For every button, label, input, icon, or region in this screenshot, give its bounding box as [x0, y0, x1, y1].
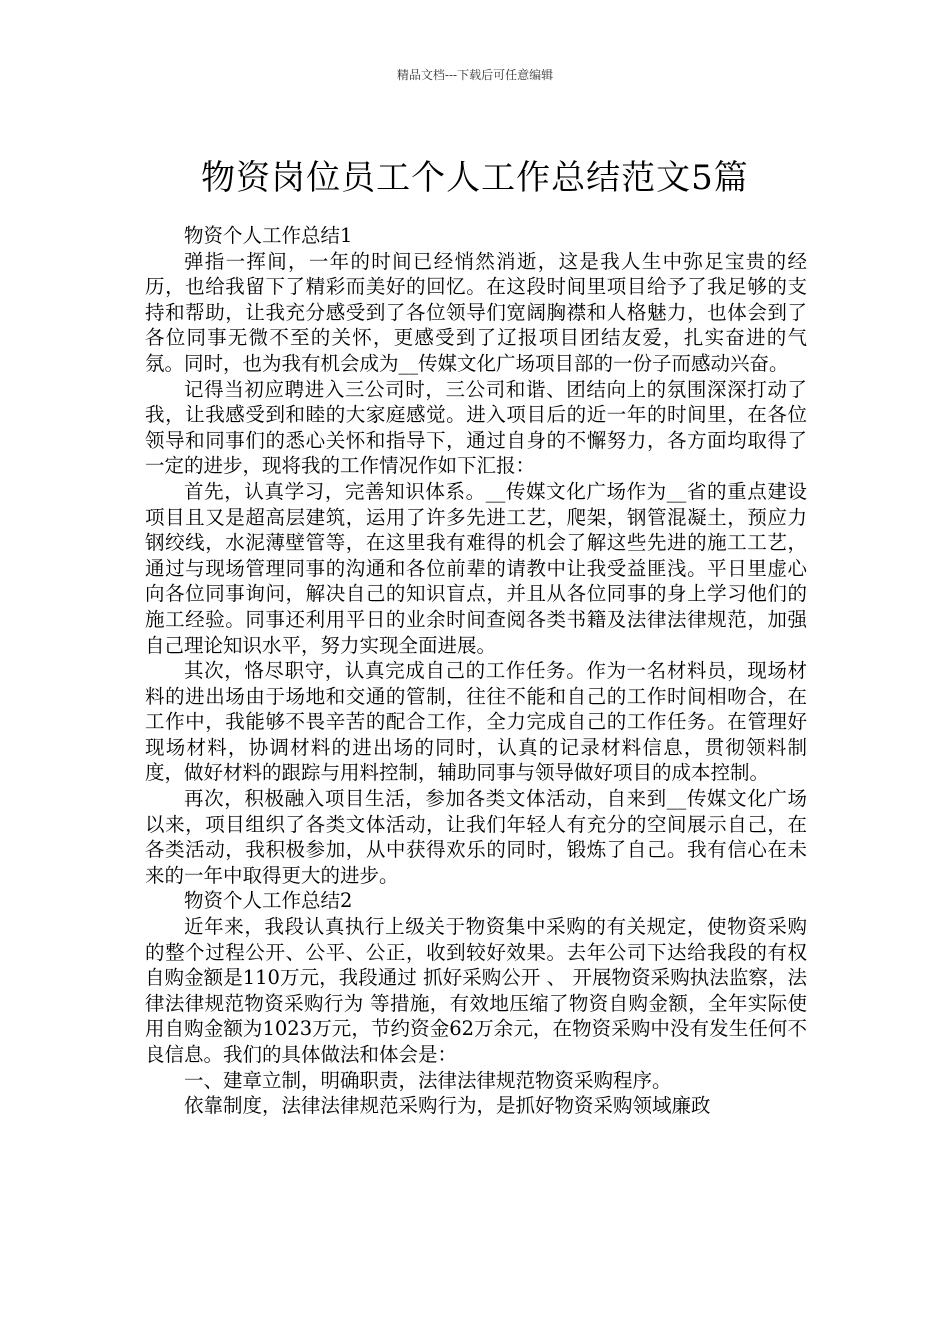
paragraph: 依靠制度，法律法律规范采购行为，是抓好物资采购领域廉政: [184, 1094, 711, 1118]
section-heading-1: 物资个人工作总结1: [184, 224, 353, 247]
paragraph: 其次，恪尽职守，认真完成自己的工作任务。作为一名材料员，现场材料的进出场由于场地和交通的管制，往往不能和自己的工作时间相吻合，在工作中，我能够不畏辛苦的配合工作，全力完成自己的工作任务。在管理好现场材料，协调材料的进出场的同时，认真的记录材料信息，贯彻领料制度，做好材料的跟踪与用料控制，辅助同事与领导做好项目的成本控制。: [145, 659, 807, 785]
section-heading-2: 物资个人工作总结2: [184, 889, 353, 913]
paragraph: 近年来，我段认真执行上级关于物资集中采购的有关规定，使物资采购的整个过程公开、公平、公正，收到较好效果。去年公司下达给我段的有权自购金额是110万元，我段通过 抓好采购公开 、 开展物资采购执法监察，法律法律规范物资采购行为 等措施，有效地压缩了物资自购金额，全年实际使用自购金额为1023万元，节约资金62万余元，在物资采购中没有发生任何不良信息。我们的具体做法和体会是：: [145, 915, 807, 1066]
paragraph: 记得当初应聘进入三公司时，三公司和谐、团结向上的氛围深深打动了我，让我感受到和睦的大家庭感觉。进入项目后的近一年的时间里，在各位领导和同事们的悉心关怀和指导下，通过自身的不懈努力，各方面均取得了一定的进步，现将我的工作情况作如下汇报：: [145, 377, 807, 478]
paragraph: 首先，认真学习，完善知识体系。__传媒文化广场作为__省的重点建设项目且又是超高层建筑，运用了许多先进工艺，爬架，钢管混凝土，预应力钢绞线，水泥薄壁管等，在这里我有难得的机会了解这些先进的施工工艺，通过与现场管理同事的沟通和各位前辈的请教中让我受益匪浅。平日里虚心向各位同事询问，解决自己的知识盲点，并且从各位同事的身上学习他们的施工经验。同事还利用平日的业余时间查阅各类书籍及法律法律规范，加强自己理论知识水平，努力实现全面进展。: [145, 479, 807, 657]
paragraph: 一、建章立制，明确职责，法律法律规范物资采购程序。: [184, 1068, 672, 1092]
document-title: 物资岗位员工个人工作总结范文5篇: [201, 157, 749, 198]
paragraph: 弹指一挥间，一年的时间已经悄然消逝，这是我人生中弥足宝贵的经历，也给我留下了精彩而美好的回忆。在这段时间里项目给予了我足够的支持和帮助，让我充分感受到了各位领导们宽阔胸襟和人格魅力，也体会到了各位同事无微不至的关怀，更感受到了辽报项目团结友爱，扎实奋进的气氛。同时，也为我有机会成为__传媒文化广场项目部的一份子而感动兴奋。: [145, 249, 807, 375]
document-body: [145, 223, 807, 1119]
header-note: 精品文档---下载后可任意编辑: [396, 68, 554, 82]
paragraph: 再次，积极融入项目生活，参加各类文体活动，自来到__传媒文化广场以来，项目组织了各类文体活动，让我们年轻人有充分的空间展示自己，在各类活动，我积极参加，从中获得欢乐的同时，锻炼了自己。我有信心在未来的一年中取得更大的进步。: [145, 787, 807, 887]
